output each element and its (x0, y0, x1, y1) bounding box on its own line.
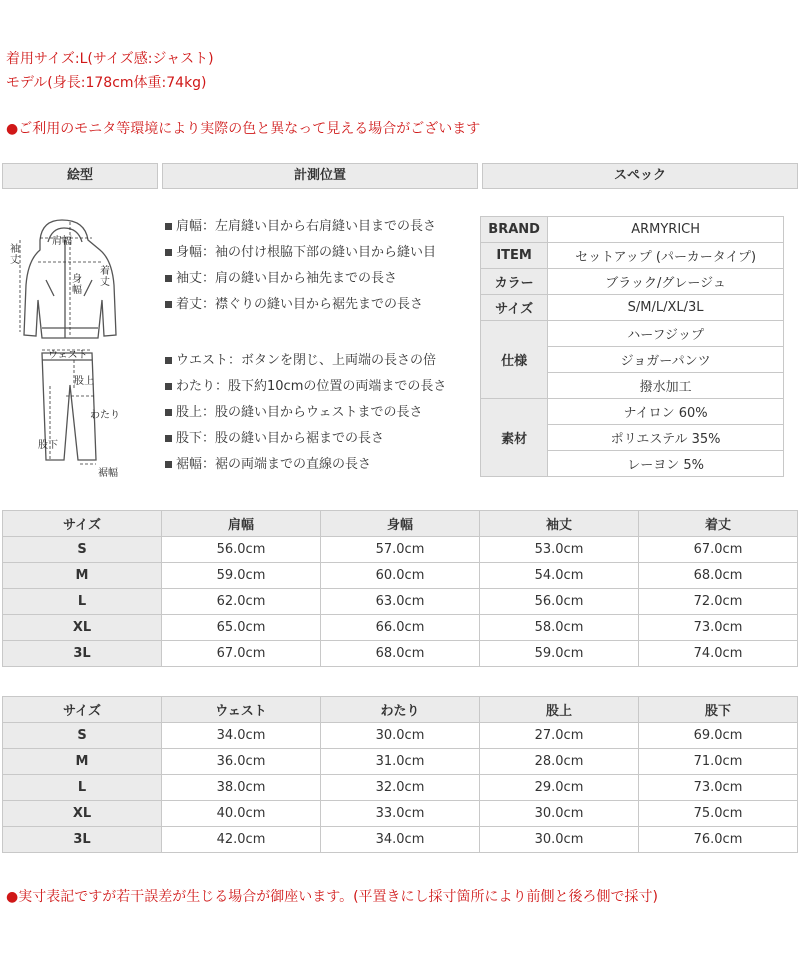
table-cell: 58.0cm (480, 615, 639, 641)
table-cell: ブラック/グレージュ (548, 269, 784, 295)
table-cell: 30.0cm (321, 723, 480, 749)
table-row (3, 827, 798, 853)
table-cell: 38.0cm (162, 775, 321, 801)
table-cell: 57.0cm (321, 537, 480, 563)
color-notice: ●ご利用のモニタ等環境により実際の色と異なって見える場合がございます (6, 121, 481, 137)
table-header-cell: 股下 (639, 697, 798, 723)
table-cell: 73.0cm (639, 615, 798, 641)
table-cell: 68.0cm (639, 563, 798, 589)
label-sleeve: 袖丈 (10, 244, 20, 266)
table-row (3, 563, 798, 589)
label-shoulder: 肩幅 (52, 236, 72, 247)
table-row (3, 723, 798, 749)
table-cell: 59.0cm (480, 641, 639, 667)
measure-item: 袖丈：肩の縫い目から袖先までの長さ (165, 266, 436, 292)
spec-row-spec (481, 321, 784, 347)
measure-list-bottom (165, 348, 446, 478)
table-header-cell: 袖丈 (480, 511, 639, 537)
model-note: モデル(身長:178cm体重:74kg) (6, 75, 207, 91)
table-cell: ITEM (481, 243, 548, 269)
table-row (3, 537, 798, 563)
table-cell: ARMYRICH (548, 217, 784, 243)
table-cell: 36.0cm (162, 749, 321, 775)
table-cell: XL (3, 801, 162, 827)
table-cell: サイズ (481, 295, 548, 321)
table-header-cell: わたり (321, 697, 480, 723)
table-cell: 40.0cm (162, 801, 321, 827)
table-header-cell: 着丈 (639, 511, 798, 537)
label-waist: ウェスト (48, 350, 88, 361)
table-cell: 32.0cm (321, 775, 480, 801)
footer-notice: ●実寸表記ですが若干誤差が生じる場合が御座います。(平置きにし採寸箇所により前側と後ろ側で採寸) (6, 889, 659, 905)
table-row (3, 589, 798, 615)
spec-row-material (481, 399, 784, 425)
table-cell: ナイロン 60% (548, 399, 784, 425)
table-row (3, 749, 798, 775)
table-cell: 73.0cm (639, 775, 798, 801)
table-cell: 62.0cm (162, 589, 321, 615)
table-header-cell: サイズ (3, 511, 162, 537)
measure-item: 裾幅：裾の両端までの直線の長さ (165, 452, 446, 478)
measure-item: 身幅：袖の付け根脇下部の縫い目から縫い目 (165, 240, 436, 266)
table-header-cell: 肩幅 (162, 511, 321, 537)
table-row (3, 801, 798, 827)
table-cell: 28.0cm (480, 749, 639, 775)
table-cell: 30.0cm (480, 801, 639, 827)
table-cell: ジョガーパンツ (548, 347, 784, 373)
wear-size-note: 着用サイズ:L(サイズ感:ジャスト) (6, 51, 214, 67)
table-cell: 3L (3, 827, 162, 853)
measure-item: わたり：股下約10cmの位置の両端までの長さ (165, 374, 446, 400)
table-cell: カラー (481, 269, 548, 295)
table-cell: 30.0cm (480, 827, 639, 853)
table-cell: 撥水加工 (548, 373, 784, 399)
table-cell: 65.0cm (162, 615, 321, 641)
table-cell: 53.0cm (480, 537, 639, 563)
table-row (3, 615, 798, 641)
spec-row-size (481, 295, 784, 321)
table-cell: 74.0cm (639, 641, 798, 667)
spec-row-brand (481, 217, 784, 243)
table-cell: 34.0cm (321, 827, 480, 853)
table-cell: 68.0cm (321, 641, 480, 667)
table-header-cell: 身幅 (321, 511, 480, 537)
table-cell: ポリエステル 35% (548, 425, 784, 451)
table-cell: L (3, 589, 162, 615)
top-size-table (2, 510, 798, 667)
table-cell: 66.0cm (321, 615, 480, 641)
table-row (3, 775, 798, 801)
table-cell: 56.0cm (480, 589, 639, 615)
table-cell: S/M/L/XL/3L (548, 295, 784, 321)
spec-table (480, 216, 784, 477)
table-cell: 59.0cm (162, 563, 321, 589)
spec-row-color (481, 269, 784, 295)
table-cell: 75.0cm (639, 801, 798, 827)
table-header-row (3, 697, 798, 723)
table-header-cell: ウェスト (162, 697, 321, 723)
measure-item: 肩幅：左肩縫い目から右肩縫い目までの長さ (165, 214, 436, 240)
header-spec: スペック (482, 163, 798, 189)
label-body: 身幅 (72, 274, 82, 296)
table-cell: 34.0cm (162, 723, 321, 749)
table-cell: 29.0cm (480, 775, 639, 801)
table-cell: 33.0cm (321, 801, 480, 827)
label-inseam: 股下 (38, 440, 58, 451)
label-thigh: わたり (90, 410, 120, 421)
table-cell: 76.0cm (639, 827, 798, 853)
table-cell: S (3, 537, 162, 563)
measure-item: 股下：股の縫い目から裾までの長さ (165, 426, 446, 452)
table-cell: 素材 (481, 399, 548, 477)
table-cell: 60.0cm (321, 563, 480, 589)
table-cell: 31.0cm (321, 749, 480, 775)
table-cell: レーヨン 5% (548, 451, 784, 477)
table-cell: 63.0cm (321, 589, 480, 615)
header-illustration: 絵型 (2, 163, 158, 189)
table-cell: 67.0cm (639, 537, 798, 563)
measure-list-top (165, 214, 436, 318)
table-cell: 54.0cm (480, 563, 639, 589)
table-header-row (3, 511, 798, 537)
table-cell: 72.0cm (639, 589, 798, 615)
table-cell: 69.0cm (639, 723, 798, 749)
label-length: 着丈 (100, 266, 110, 288)
table-cell: 仕様 (481, 321, 548, 399)
measure-item: 着丈：襟ぐりの縫い目から裾先までの長さ (165, 292, 436, 318)
label-rise: 股上 (74, 376, 94, 387)
table-header-cell: サイズ (3, 697, 162, 723)
table-cell: S (3, 723, 162, 749)
table-cell: 3L (3, 641, 162, 667)
table-cell: 71.0cm (639, 749, 798, 775)
table-cell: セットアップ (パーカータイプ) (548, 243, 784, 269)
table-cell: L (3, 775, 162, 801)
table-cell: 27.0cm (480, 723, 639, 749)
measure-item: ウエスト：ボタンを閉じ、上両端の長さの倍 (165, 348, 446, 374)
table-cell: 42.0cm (162, 827, 321, 853)
header-measure-position: 計測位置 (162, 163, 478, 189)
label-hem: 裾幅 (98, 468, 118, 479)
table-cell: 56.0cm (162, 537, 321, 563)
table-cell: ハーフジップ (548, 321, 784, 347)
table-cell: XL (3, 615, 162, 641)
table-header-cell: 股上 (480, 697, 639, 723)
table-row (3, 641, 798, 667)
table-cell: M (3, 749, 162, 775)
bottom-size-table (2, 696, 798, 853)
table-cell: BRAND (481, 217, 548, 243)
spec-row-item (481, 243, 784, 269)
measure-item: 股上：股の縫い目からウェストまでの長さ (165, 400, 446, 426)
table-cell: 67.0cm (162, 641, 321, 667)
table-cell: M (3, 563, 162, 589)
